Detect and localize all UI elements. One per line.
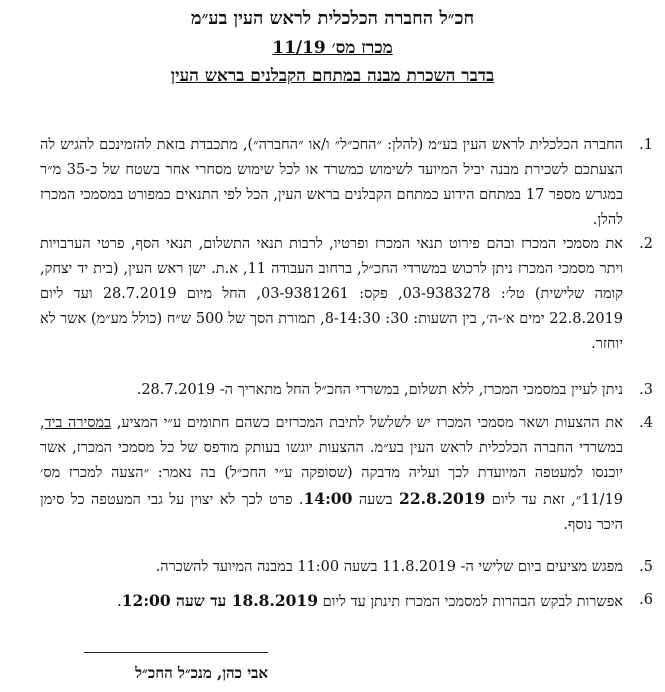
list-item-6	[40, 588, 653, 615]
item-text-part: .	[117, 594, 122, 610]
list-item-1	[40, 133, 653, 233]
item-text	[40, 588, 623, 615]
item-number: 2.	[639, 236, 653, 252]
clarification-deadline: 18.8.2019 עד שעה 12:00	[121, 591, 319, 610]
item-text: ניתן לעיין במסמכי המכרז, ללא תשלום, במשרדי החכ״ל החל מתאריך ה- 28.7.2019.	[136, 382, 623, 398]
list-item-5	[40, 555, 653, 580]
item-number: 3.	[639, 382, 653, 398]
item-text-part: בשעה	[358, 492, 393, 508]
item-text: החברה הכלכלית לראש העין בע״מ (להלן: ״החכ״ל״ ו/או ״החברה״), מתכבדת בזאת להזמינכם להגיש לה הצעתכם לשכירת מבנה יביל המיועד לשימוש כמשרד או לכל שימוש מסחרי אחר בשטח של כ-35 מ״ר במגרש מספר 17 במתחם הידוע כמתחם הקבלנים בראש העין, הכל לפי התנאים כמפורט במסמכי המכרז להלן.	[40, 137, 624, 228]
list-item-4	[40, 411, 653, 538]
item-text-part: , במשרדי החברה הכלכלית לראש העין בע״מ. ההצעות יוגשו בעותק מודפס של כל מסמכי המכרז, אשר יוכנסו למעטפה המיועדת לכך ועליה מדבקה (שסופקה ע״י החכ״ל) בה נאמר: ״הצעה למכרז מס׳ 11/19״, זאת עד ליום	[40, 415, 624, 508]
item-text-part: אפשרות לבקש הבהרות למסמכי המכרז תינתן עד ליום	[322, 594, 623, 610]
list-item-2	[40, 232, 653, 357]
hand-delivery-emphasis: במסירה ביד	[44, 415, 112, 431]
item-number: 1.	[639, 137, 653, 153]
signature-line	[84, 652, 268, 653]
company-title: חכ״ל החברה הכלכלית לראש העין בע״מ	[190, 8, 475, 29]
item-number: 4.	[639, 415, 653, 431]
item-text-part: . פרט לכך לא יצוין על גבי המעטפה כל סימן היכר נוסף.	[40, 492, 623, 533]
signature: אבי כהן, מנכ״ל החכ״ל	[135, 664, 268, 682]
item-number: 6.	[639, 592, 653, 608]
item-number: 5.	[639, 559, 653, 575]
tender-number: מכרז מס׳ 11/19	[272, 38, 393, 58]
item-text	[40, 411, 623, 538]
item-text: את מסמכי המכרז ובהם פירוט תנאי המכרז ופרטיו, לרבות תנאי התשלום, תנאי הסף, פרטי הערבויות ויתר מסמכי המכרז ניתן לרכוש במשרדי החכ״ל, ברחוב העבודה 11, א.ת. ישן ראש העין, (בית יד יצחק, קומה שלישית) טל׳: 03-9383278, פקס: 03-9381261, החל מיום 28.7.2019 ועד ליום 22.8.2019 ימים א׳-ה׳, בין השעות: 30: 8-14:30, תמורת הסך של 500 ש״ח (כולל מע״מ) אשר לא יוחזר.	[40, 236, 624, 352]
deadline-date: 22.8.2019	[399, 489, 486, 508]
item-text-part: את ההצעות ושאר מסמכי המכרז יש לשלשל לתיבת המכרזים כשהם חתומים ע״י המציע,	[116, 415, 623, 431]
list-item-3	[40, 378, 653, 403]
item-text: מפגש מציעים ביום שלישי ה- 11.8.2019 בשעה 11:00 במבנה המיועד להשכרה.	[155, 559, 623, 575]
tender-subject: בדבר השכרת מבנה במתחם הקבלנים בראש העין	[170, 66, 495, 86]
deadline-time: 14:00	[303, 489, 353, 508]
